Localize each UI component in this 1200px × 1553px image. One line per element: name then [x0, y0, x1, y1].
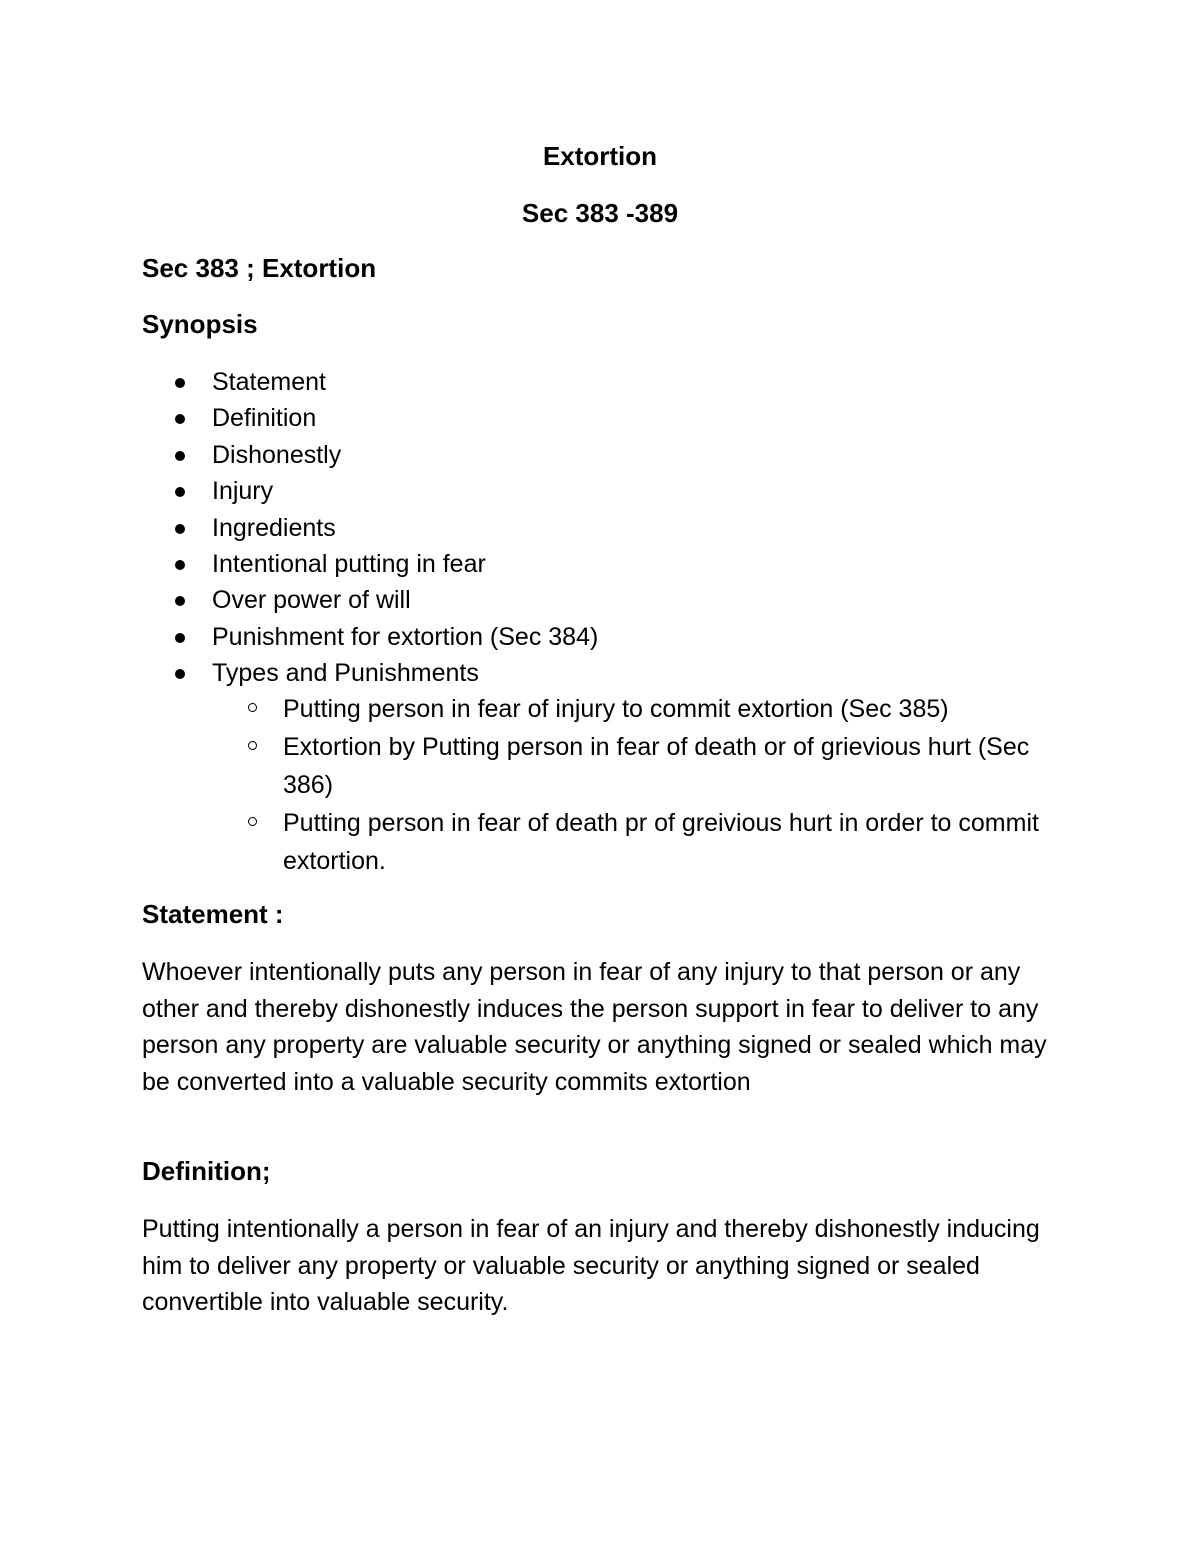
definition-paragraph: Putting intentionally a person in fear of an injury and thereby dishonestly inducing him to deliver any property or valuable security or anything signed or sealed convertible into valuable security.	[142, 1215, 1040, 1316]
bullet-dot-icon	[175, 560, 185, 570]
sub-list-item-text: Putting person in fear of injury to commit extortion (Sec 385)	[283, 695, 949, 723]
types-sublist	[0, 690, 1200, 880]
list-item-text: Punishment for extortion (Sec 384)	[212, 622, 599, 651]
document-subtitle: Sec 383 -389	[521, 198, 679, 228]
hollow-bullet-icon	[248, 703, 257, 712]
list-item-text: Injury	[212, 477, 274, 506]
synopsis-list	[0, 364, 1200, 692]
sub-list-item	[0, 804, 1200, 880]
list-item	[0, 400, 1200, 436]
document-title: Extortion	[542, 141, 658, 171]
sub-list-item-text: Putting person in fear of death pr of greivious hurt in order to commit extortion.	[283, 809, 1039, 875]
list-item-text: Intentional putting in fear	[212, 549, 486, 578]
bullet-dot-icon	[175, 524, 185, 534]
list-item-text: Types and Punishments	[212, 659, 479, 688]
bullet-dot-icon	[175, 669, 185, 679]
list-item	[0, 473, 1200, 509]
bullet-dot-icon	[175, 487, 185, 497]
hollow-bullet-icon	[248, 817, 257, 826]
list-item	[0, 546, 1200, 582]
list-item	[0, 364, 1200, 400]
list-item	[0, 655, 1200, 691]
list-item	[0, 619, 1200, 655]
bullet-dot-icon	[175, 633, 185, 643]
list-item-text: Ingredients	[212, 513, 336, 542]
bullet-dot-icon	[175, 596, 185, 606]
synopsis-heading: Synopsis	[142, 309, 258, 339]
sub-list-item	[0, 690, 1200, 728]
statement-paragraph: Whoever intentionally puts any person in fear of any injury to that person or any other and thereby dishonestly induces the person support in fear to deliver to any person any property are valuable security or anything signed or sealed which may be converted into a valuable security commits extortion	[142, 958, 1047, 1096]
hollow-bullet-icon	[248, 741, 257, 750]
list-item-text: Dishonestly	[212, 440, 342, 469]
bullet-dot-icon	[175, 378, 185, 388]
list-item-text: Definition	[212, 404, 317, 433]
list-item	[0, 510, 1200, 546]
list-item-text: Over power of will	[212, 586, 411, 615]
list-item	[0, 582, 1200, 618]
section-heading: Sec 383 ; Extortion	[142, 253, 377, 283]
sub-list-item-text: Extortion by Putting person in fear of death or of grievious hurt (Sec 386)	[283, 733, 1030, 799]
definition-heading: Definition;	[142, 1156, 271, 1186]
bullet-dot-icon	[175, 414, 185, 424]
statement-heading: Statement :	[142, 899, 284, 929]
list-item-text: Statement	[212, 368, 326, 396]
list-item	[0, 437, 1200, 473]
bullet-dot-icon	[175, 451, 185, 461]
sub-list-item	[0, 728, 1200, 804]
